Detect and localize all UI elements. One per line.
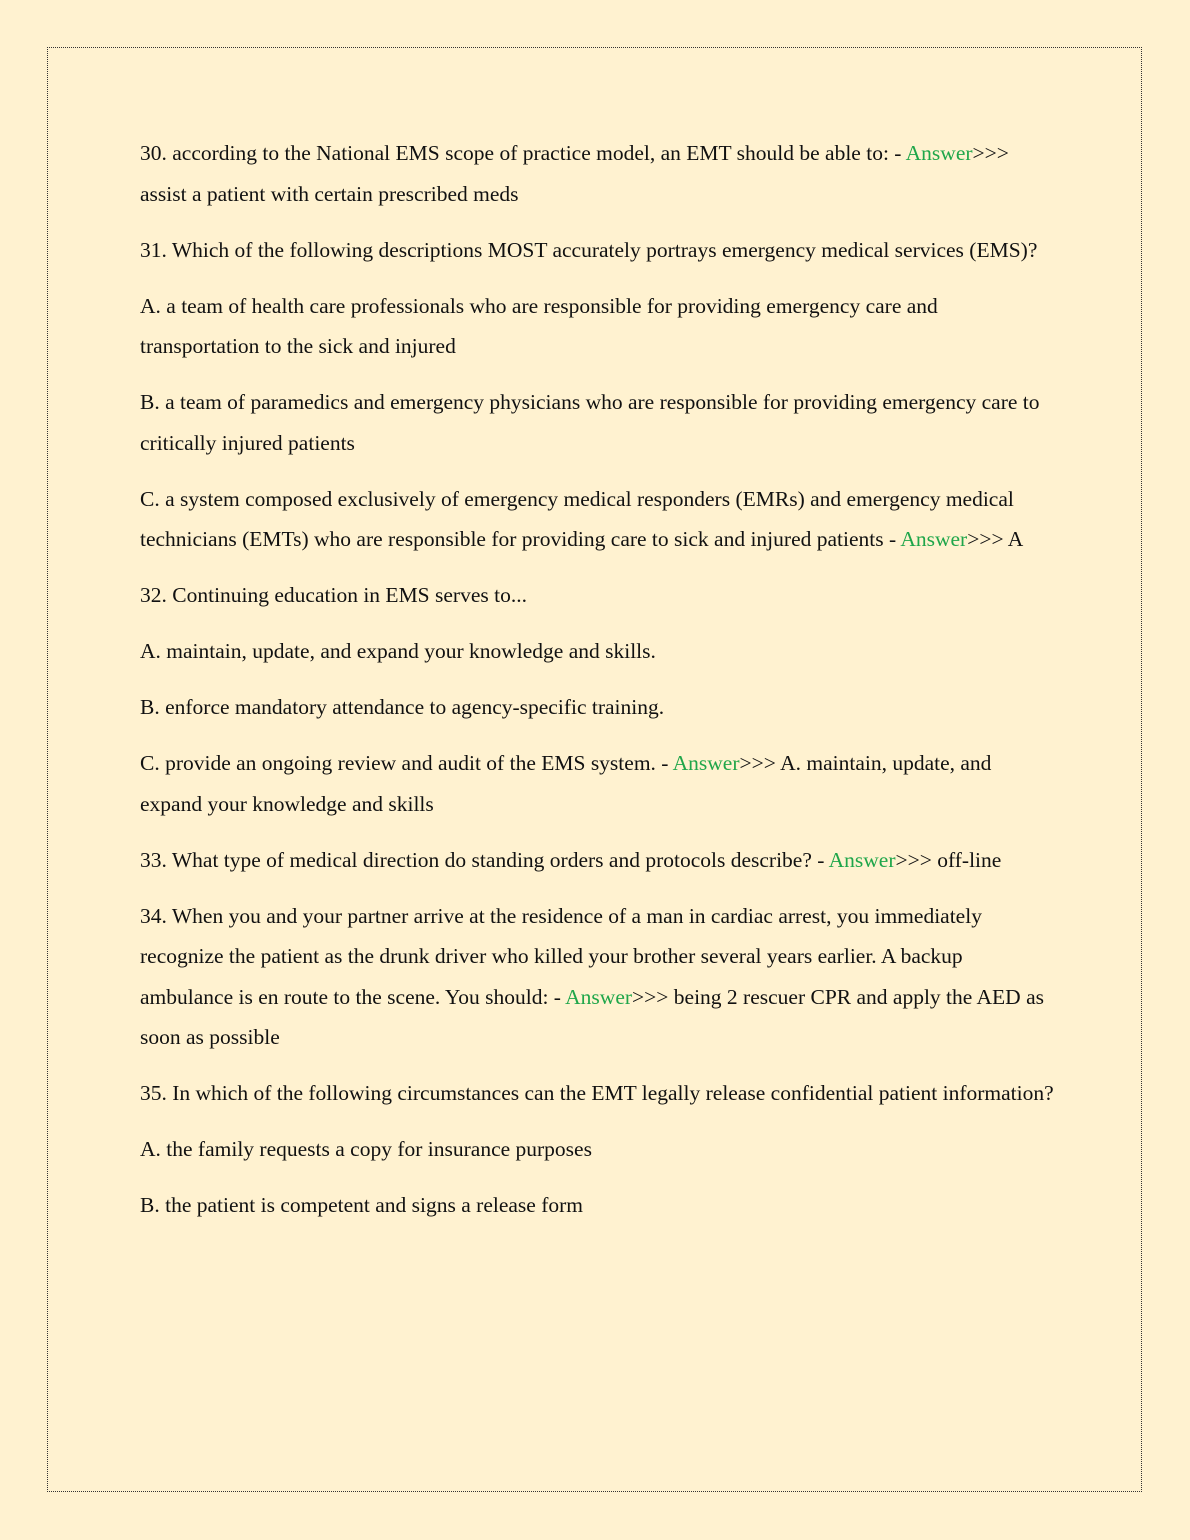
paragraph-text: A. maintain, update, and expand your knowledge and skills. — [140, 639, 656, 663]
paragraph-text: B. a team of paramedics and emergency physicians who are responsible for providing emergency care to critically injured patients — [140, 390, 1040, 455]
paragraph — [140, 1185, 1055, 1226]
answer-label: Answer — [828, 847, 896, 872]
answer-text: >>> off-line — [895, 847, 1002, 872]
answer-text: >>> A. maintain, update, and expand your knowledge and skills — [140, 751, 992, 816]
paragraph — [140, 286, 1055, 367]
paragraph-text: 32. Continuing education in EMS serves to... — [140, 583, 527, 607]
paragraph-text: 33. What type of medical direction do standing orders and protocols describe? - — [140, 847, 829, 872]
paragraph — [140, 479, 1055, 560]
paragraph — [140, 133, 1055, 214]
paragraph-text: 34. When you and your partner arrive at the residence of a man in cardiac arrest, you immediately recognize the patient as the drunk driver who killed your brother several years earlier. A backup ambulance is en route to the scene. You should: - — [140, 903, 982, 1009]
answer-text: >>> being 2 rescuer CPR and apply the AED as soon as possible — [140, 984, 1044, 1049]
paragraph — [140, 631, 1055, 672]
paragraph-text: A. the family requests a copy for insurance purposes — [140, 1137, 592, 1161]
answer-label: Answer — [900, 527, 968, 551]
paragraph-text: B. the patient is competent and signs a release form — [140, 1193, 584, 1217]
paragraph-text: A. a team of health care professionals who are responsible for providing emergency care and transportation to the sick and injured — [140, 293, 938, 358]
answer-text: >>> assist a patient with certain prescribed meds — [140, 141, 1009, 206]
answer-label: Answer — [565, 984, 633, 1009]
answer-label: Answer — [905, 141, 973, 165]
paragraph-text: 30. according to the National EMS scope of practice model, an EMT should be able to: - — [140, 141, 906, 165]
paragraph — [140, 896, 1055, 1058]
document-body — [140, 133, 1055, 1241]
paragraph-text: C. provide an ongoing review and audit of the EMS system. - — [140, 751, 673, 775]
paragraph — [140, 230, 1055, 271]
paragraph — [140, 743, 1055, 824]
paragraph-text: C. a system composed exclusively of emergency medical responders (EMRs) and emergency medical technicians (EMTs) who are responsible for providing care to sick and injured patients - — [140, 486, 1014, 551]
paragraph-text: 31. Which of the following descriptions MOST accurately portrays emergency medical services (EMS)? — [140, 237, 1038, 262]
answer-text: >>> A — [967, 527, 1024, 551]
paragraph — [140, 1129, 1055, 1170]
paragraph-text: 35. In which of the following circumstances can the EMT legally release confidential patient information? — [140, 1081, 1054, 1105]
paragraph — [140, 840, 1055, 881]
paragraph — [140, 575, 1055, 616]
answer-label: Answer — [672, 751, 740, 775]
paragraph-text: B. enforce mandatory attendance to agency-specific training. — [140, 695, 665, 719]
paragraph — [140, 1073, 1055, 1114]
paragraph — [140, 382, 1055, 463]
paragraph — [140, 687, 1055, 728]
